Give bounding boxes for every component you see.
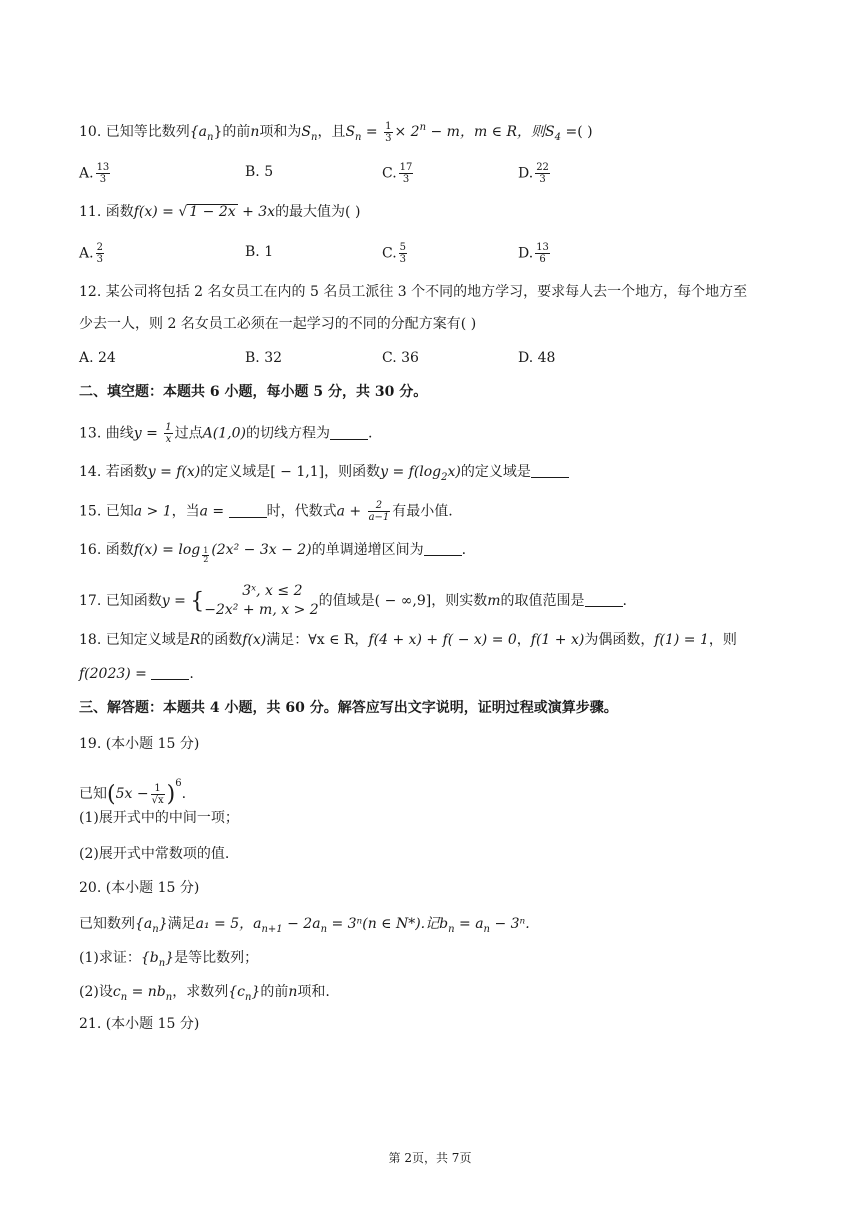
question-10: 10. 已知等比数列$\{a_n\}$的前n项和为$S_n$，且$S_n$ = $\frac{1}{3}$ × $2^n - m$，m ∈ R，则$S_4$ =( ) <box>79 120 593 144</box>
question-11: 11. 函数f(x) = √ 1 − 2x + 3x的最大值为( ) <box>79 204 361 220</box>
page-footer: 第 2页，共 7页 <box>388 1151 472 1165</box>
option-12-c: C. 36 <box>382 350 419 366</box>
question-20-part-1: (1)求证：$\{b_n\}$是等比数列； <box>79 950 259 969</box>
question-18-line-2: f(2023) = . <box>79 666 194 682</box>
question-20-part-2: (2)设$c_n = nb_n$，求数列$\{c_n\}$的前n项和. <box>79 984 330 1003</box>
question-15: 15. 已知a > 1，当a = 时，代数式a + $\frac{2}{a-1}$ 有最小值. <box>79 500 453 523</box>
question-16: 16. 函数f(x) = log $\frac{1}{2}$ (2x² − 3x − 2)的单调递增区间为 . <box>79 542 467 564</box>
question-12-line-1: 12. 某公司将包括 2 名女员工在内的 5 名员工派往 3 个不同的地方学习，要求每人去一个地方，每个地方至 <box>79 284 748 300</box>
option-10-c: C. $\frac{17}{3}$ <box>382 162 413 185</box>
question-19-part-1: (1)展开式中的中间一项； <box>79 810 239 826</box>
option-11-b: B. 1 <box>245 244 274 260</box>
question-14: 14. 若函数y = f(x)的定义域是[ − 1,1]，则函数$y = f(\log_2x)$的定义域是 <box>79 462 800 488</box>
option-12-b: B. 32 <box>245 350 283 366</box>
question-21-heading: 21. (本小题 15 分) <box>79 1016 200 1032</box>
section-3-heading: 三、解答题：本题共 4 小题，共 60 分。解答应写出文字说明，证明过程或演算步骤。 <box>79 700 618 716</box>
option-10-a: A. $\frac{13}{3}$ <box>79 162 110 185</box>
question-19-heading: 19. (本小题 15 分) <box>79 736 200 752</box>
question-13: 13. 曲线y = $\frac{1}{x}$ 过点A(1,0)的切线方程为 . <box>79 422 373 445</box>
option-11-a: A. $\frac{2}{3}$ <box>79 242 103 265</box>
question-20-given: 已知数列$\{a_n\}$满足a₁ = 5，$a_{n+1} - 2a_n = 3^n(n$ ∈ N*).记$b_n = a_n - 3^n$. <box>79 916 530 935</box>
question-18-line-1: 18. 已知定义域是R的函数f(x)满足：∀x ∈ R，f(4 + x) + f( − x) = 0，f(1 + x)为偶函数，f(1) = 1，则 <box>79 632 737 648</box>
option-12-a: A. 24 <box>79 350 116 366</box>
option-12-d: D. 48 <box>518 350 556 366</box>
question-19-part-2: (2)展开式中常数项的值. <box>79 846 230 862</box>
question-19-given: 已知(5x − $\frac{1}{√x}$ )$^6$. <box>79 778 187 807</box>
option-11-d: D. $\frac{13}{6}$ <box>518 242 549 265</box>
question-17: 17. 已知函数y = { 3ˣ, x ≤ 2 −2x² + m, x > 2 的值域是( − ∞,9]，则实数m的取值范围是 . <box>79 583 627 618</box>
option-10-b: B. 5 <box>245 164 274 180</box>
question-12-line-2: 少去一人，则 2 名女员工必须在一起学习的不同的分配方案有( ) <box>79 316 477 332</box>
option-10-d: D. $\frac{22}{3}$ <box>518 162 549 185</box>
section-2-heading: 二、填空题：本题共 6 小题，每小题 5 分，共 30 分。 <box>79 384 428 400</box>
option-11-c: C. $\frac{5}{3}$ <box>382 242 407 265</box>
question-20-heading: 20. (本小题 15 分) <box>79 880 200 896</box>
